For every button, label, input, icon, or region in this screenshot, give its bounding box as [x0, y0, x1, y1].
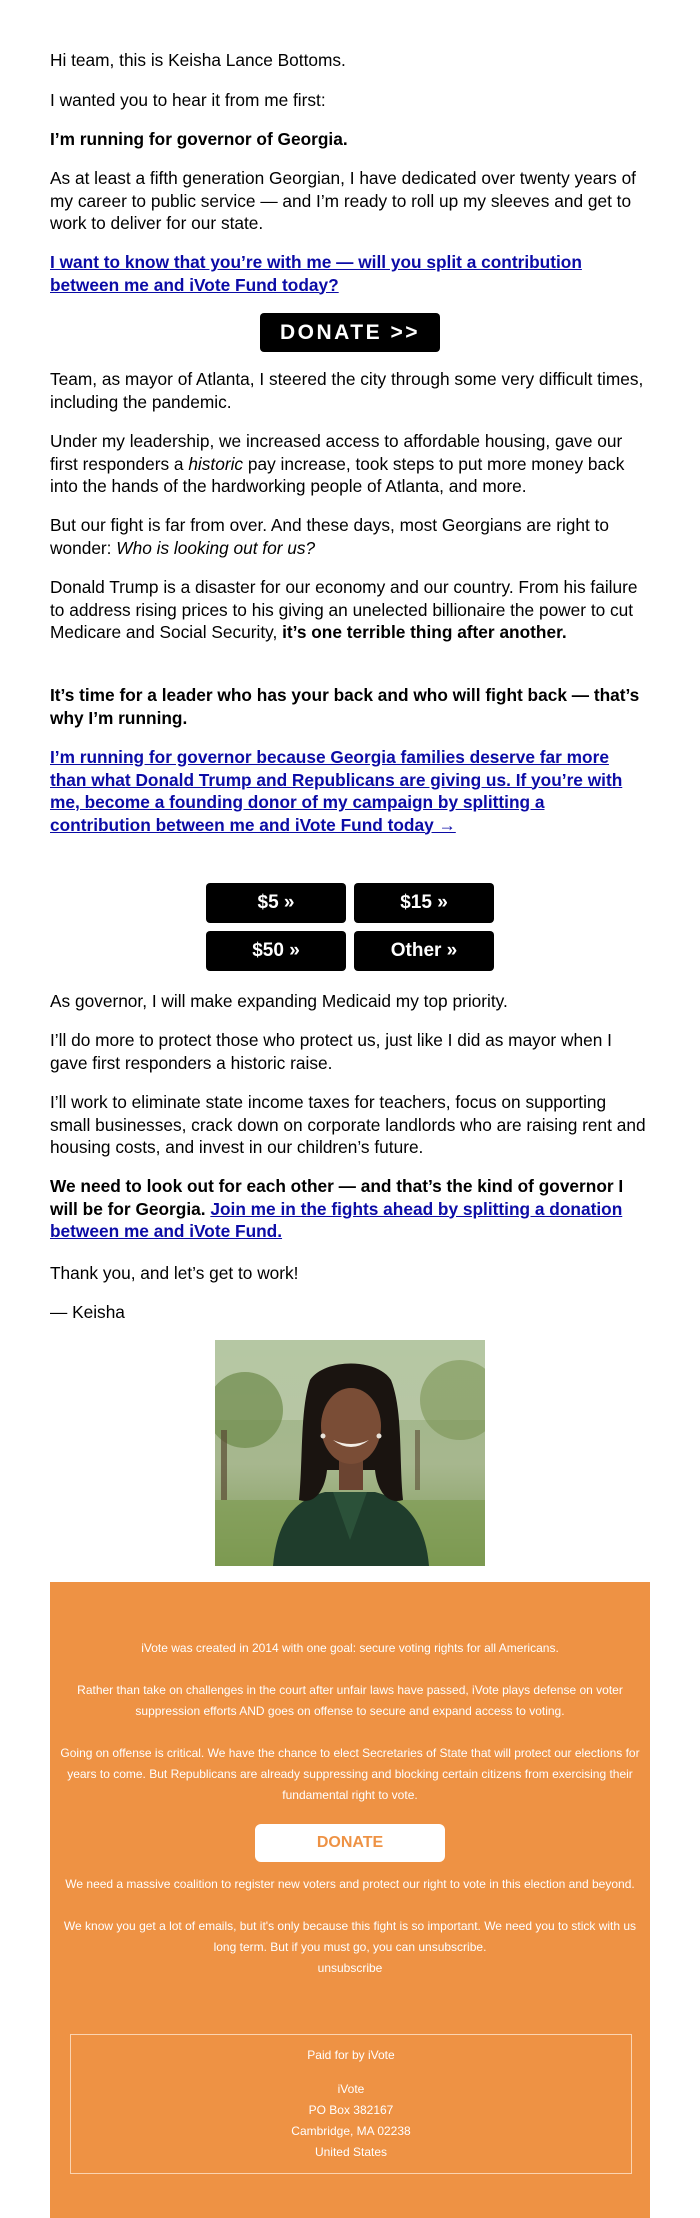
bold-text: it’s one terrible thing after another. — [282, 622, 567, 642]
footer-defense: Rather than take on challenges in the court after unfair laws have passed, iVote plays defense on voter suppression efforts AND goes on offense to secure and expand access to voting. — [77, 1683, 623, 1718]
amount-button-15[interactable]: $15 » — [354, 883, 494, 923]
paid-for-box — [70, 2034, 632, 2174]
footer-coalition: We need a massive coalition to register new voters and protect our right to vote in this election and beyond. — [65, 1877, 635, 1891]
ask-paragraph-2 — [50, 746, 650, 836]
signature: — Keisha — [50, 1302, 125, 1322]
org-name: iVote — [337, 2082, 365, 2096]
paragraph-leadership — [50, 430, 650, 498]
emphasis-question: Who is looking out for us? — [116, 537, 316, 558]
paragraph-governor — [50, 1175, 650, 1243]
greeting: Hi team, this is Keisha Lance Bottoms. — [50, 50, 346, 70]
paragraph-medicaid: As governor, I will make expanding Medicaid my top priority. — [50, 991, 508, 1011]
founding-donor-link[interactable]: I’m running for governor because Georgia families deserve far more than what Donald Trump and Republicans are giving us. If you’re with me, become a founding donor of my campaign by splitting a contribution between me and iVote Fund today → — [50, 747, 623, 835]
footer — [50, 1582, 650, 2218]
paragraph-leader: It’s time for a leader who has your back and who will fight back — that’s why I’m running. — [50, 685, 640, 728]
paragraph-protect: I’ll do more to protect those who protect us, just like I did as mayor when I gave first responders a historic raise. — [50, 1030, 612, 1073]
text: Under my leadership, we increased access to affordable housing, gave our first responders a — [50, 431, 623, 474]
amount-button-50[interactable]: $50 » — [206, 931, 346, 971]
paragraph-mayor: Team, as mayor of Atlanta, I steered the city through some very difficult times, including the pandemic. — [50, 369, 644, 412]
city: Cambridge, MA 02238 — [291, 2124, 411, 2138]
country: United States — [314, 2145, 388, 2159]
paid-for: Paid for by iVote — [307, 2048, 395, 2062]
unsubscribe-link[interactable]: unsubscribe — [317, 1961, 383, 1975]
footer-offense: Going on offense is critical. We have the chance to elect Secretaries of State that will protect our elections for years to come. But Republicans are already suppressing and blocking certain citizens from exercising their fundamental right to vote. — [60, 1746, 640, 1802]
text: pay increase, took steps to put more money back into the hands of the hardworking people of Atlanta, and more. — [50, 453, 625, 496]
split-contribution-link[interactable]: I want to know that you’re with me — will you split a contribution between me and iVote Fund today? — [50, 252, 582, 295]
amount-button-other[interactable]: Other » — [354, 931, 494, 971]
candidate-photo — [215, 1340, 485, 1566]
po-box: PO Box 382167 — [308, 2103, 394, 2117]
donate-button[interactable]: DONATE >> — [260, 313, 440, 352]
footer-emails: We know you get a lot of emails, but it's only because this fight is so important. We need you to stick with us long term. But if you must go, you can unsubscribe. — [63, 1919, 637, 1954]
paragraph-taxes: I’ll work to eliminate state income taxes for teachers, focus on supporting small businesses, crack down on corporate landlords who are raising rent and housing costs, and invest in our children’s future. — [50, 1092, 646, 1157]
paragraph-fight — [50, 514, 650, 559]
announcement: I’m running for governor of Georgia. — [50, 129, 348, 149]
footer-donate-button[interactable]: DONATE — [255, 1824, 445, 1862]
closing: Thank you, and let’s get to work! — [50, 1263, 299, 1283]
ask-paragraph-1 — [50, 251, 650, 296]
paragraph-trump — [50, 576, 650, 644]
join-fight-link[interactable]: Join me in the fights ahead by splitting a donation between me and iVote Fund. — [50, 1198, 623, 1241]
emphasis-historic: historic — [188, 453, 244, 474]
paragraph-public-service: As at least a fifth generation Georgian, I have dedicated over twenty years of my career to public service — and I’m ready to roll up my sleeves and get to work to deliver for our state. — [50, 168, 636, 233]
text: Donald Trump is a disaster for our economy and our country. From his failure to address rising prices to his giving an unelected billionaire the power to cut Medicare and Social Security, — [50, 577, 638, 642]
amount-button-5[interactable]: $5 » — [206, 883, 346, 923]
footer-mission: iVote was created in 2014 with one goal: secure voting rights for all Americans. — [141, 1641, 559, 1655]
bold-text: We need to look out for each other — and that’s the kind of governor I will be for Georgia. — [50, 1176, 624, 1219]
text: But our fight is far from over. And these days, most Georgians are right to wonder: — [50, 515, 610, 558]
intro: I wanted you to hear it from me first: — [50, 90, 326, 110]
